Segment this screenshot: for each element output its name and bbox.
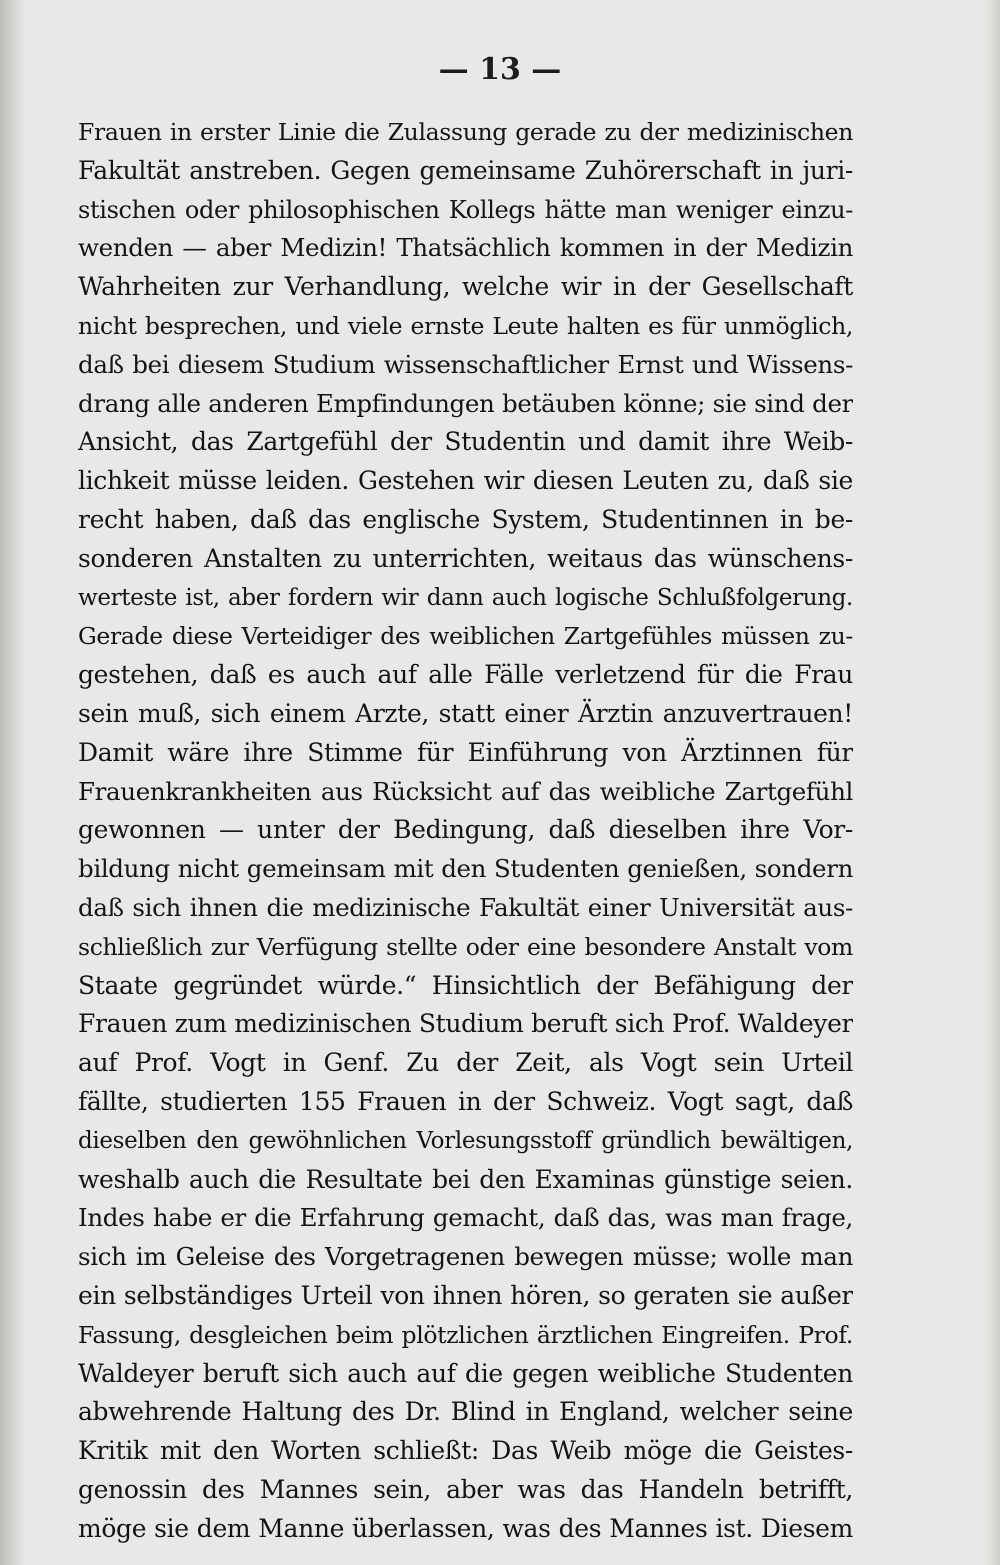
text-line-13: werteste ist, aber fordern wir dann auch logische Schlußfolgerung. [78, 584, 853, 611]
text-line-8: drang alle anderen Empfindungen betäuben könne; sie sind der [78, 388, 853, 418]
text-line-27: dieselben den gewöhnlichen Vorlesungsstoff gründlich bewältigen, [78, 1127, 853, 1154]
text-line-26: fällte, studierten 155 Frauen in der Schweiz. Vogt sagt, daß [78, 1086, 853, 1116]
text-line-33: Waldeyer beruft sich auch auf die gegen weibliche Studenten [78, 1358, 853, 1388]
text-line-18: Frauenkrankheiten aus Rücksicht auf das weibliche Zartgefühl [78, 776, 853, 806]
text-line-23: Staate gegründet würde.“ Hinsichtlich der Befähigung der [78, 970, 853, 1000]
text-line-24: Frauen zum medizinischen Studium beruft sich Prof. Waldeyer [78, 1009, 853, 1039]
text-line-11: recht haben, daß das englische System, Studentinnen in be- [78, 504, 853, 534]
text-line-36: genossin des Mannes sein, aber was das Handeln betrifft, [78, 1474, 853, 1504]
page-number: — 13 — [438, 52, 562, 87]
text-line-14: Gerade diese Verteidiger des weiblichen Zartgefühles müssen zu- [78, 622, 853, 651]
text-line-30: sich im Geleise des Vorgetragenen bewegen müsse; wolle man [78, 1242, 853, 1272]
text-line-28: weshalb auch die Resultate bei den Examinas günstige seien. [78, 1164, 853, 1194]
text-line-2: Fakultät anstreben. Gegen gemeinsame Zuhörerschaft in juri- [78, 155, 853, 185]
text-line-17: Damit wäre ihre Stimme für Einführung von Ärztinnen für [78, 737, 853, 767]
text-line-3: stischen oder philosophischen Kollegs hätte man weniger einzu- [78, 195, 853, 224]
text-line-10: lichkeit müsse leiden. Gestehen wir diesen Leuten zu, daß sie [78, 466, 853, 496]
body-text [78, 113, 853, 1548]
text-line-7: daß bei diesem Studium wissenschaftlicher Ernst und Wissens- [78, 349, 853, 379]
text-line-6: nicht besprechen, und viele ernste Leute halten es für unmöglich, [78, 311, 853, 340]
text-line-25: auf Prof. Vogt in Genf. Zu der Zeit, als Vogt sein Urteil [78, 1048, 853, 1078]
text-line-21: daß sich ihnen die medizinische Fakultät einer Universität aus- [78, 892, 853, 922]
page-left-shadow [0, 0, 26, 1565]
text-line-16: sein muß, sich einem Arzte, statt einer Ärztin anzuvertrauen! [78, 698, 853, 728]
text-line-32: Fassung, desgleichen beim plötzlichen ärztlichen Eingreifen. Prof. [78, 1320, 853, 1349]
text-line-12: sonderen Anstalten zu unterrichten, weitaus das wünschens- [78, 543, 853, 573]
text-line-37: möge sie dem Manne überlassen, was des Mannes ist. Diesem [78, 1513, 853, 1543]
text-line-34: abwehrende Haltung des Dr. Blind in England, welcher seine [78, 1397, 853, 1427]
text-line-5: Wahrheiten zur Verhandlung, welche wir in der Gesellschaft [78, 272, 853, 302]
page-right-shadow [986, 0, 1000, 1565]
text-line-22: schließlich zur Verfügung stellte oder eine besondere Anstalt vom [78, 932, 853, 961]
text-line-1: Frauen in erster Linie die Zulassung gerade zu der medizinischen [78, 118, 853, 146]
text-line-9: Ansicht, das Zartgefühl der Studentin und damit ihre Weib- [78, 427, 853, 457]
text-line-29: Indes habe er die Erfahrung gemacht, daß das, was man frage, [78, 1203, 853, 1233]
text-line-15: gestehen, daß es auch auf alle Fälle verletzend für die Frau [78, 660, 853, 690]
text-line-19: gewonnen — unter der Bedingung, daß dieselben ihre Vor- [78, 815, 853, 845]
text-line-31: ein selbständiges Urteil von ihnen hören, so geraten sie außer [78, 1280, 853, 1310]
text-line-4: wenden — aber Medizin! Thatsächlich kommen in der Medizin [78, 233, 853, 263]
text-line-35: Kritik mit den Worten schließt: Das Weib möge die Geistes- [78, 1436, 853, 1466]
text-line-20: bildung nicht gemeinsam mit den Studenten genießen, sondern [78, 854, 853, 884]
